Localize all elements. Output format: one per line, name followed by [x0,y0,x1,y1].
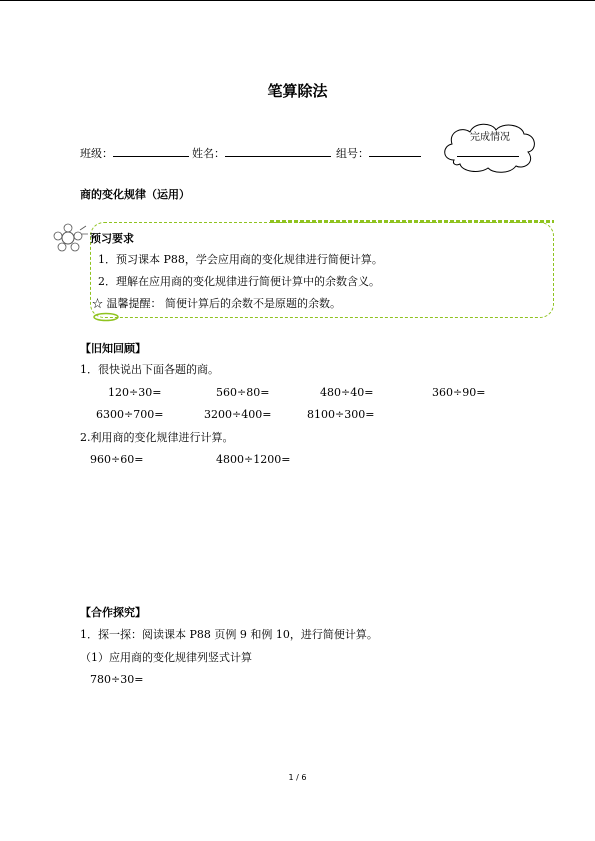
review-expression: 120÷30= [108,386,162,399]
leaf-icon [92,312,120,322]
review-expression: 960÷60= [90,453,144,466]
explore-heading: 【合作探究】 [80,606,146,619]
section-heading: 商的变化规律（运用） [80,188,190,201]
flower-icon [50,222,90,256]
group-field [336,144,421,161]
class-field [80,144,189,161]
completion-label: 完成情况 [470,132,510,143]
review-question-2: 2.利用商的变化规律进行计算。 [80,431,234,444]
explore-expression: 780÷30= [90,673,144,686]
explore-subquestion-1: （1）应用商的变化规律列竖式计算 [80,651,252,664]
preview-heading: 预习要求 [90,232,134,245]
class-blank[interactable] [113,144,189,157]
review-expression: 560÷80= [216,386,270,399]
review-expression: 480÷40= [320,386,374,399]
review-expression: 360÷90= [432,386,486,399]
top-border-line [0,0,595,1]
preview-item-2: 2．理解在应用商的变化规律进行简便计算中的余数含义。 [98,275,380,288]
page-title: 笔算除法 [267,82,328,100]
class-label: 班级： [80,147,113,160]
review-expression: 4800÷1200= [216,453,291,466]
preview-tip: ☆ 温馨提醒： 简便计算后的余数不是原题的余数。 [92,297,341,310]
review-expression: 3200÷400= [204,408,272,421]
review-expression: 6300÷700= [96,408,164,421]
group-label: 组号： [336,147,369,160]
review-heading: 【旧知回顾】 [80,342,146,355]
completion-blank[interactable] [457,156,519,157]
name-blank[interactable] [225,144,331,157]
review-question-1: 1．很快说出下面各题的商。 [80,363,219,376]
name-field [192,144,331,161]
explore-question-1: 1．探一探：阅读课本 P88 页例 9 和例 10，进行简便计算。 [80,628,378,641]
group-blank[interactable] [369,144,421,157]
name-label: 姓名： [192,147,225,160]
page-number: 1 / 6 [288,773,307,782]
review-expression: 8100÷300= [307,408,375,421]
preview-item-1: 1．预习课本 P88，学会应用商的变化规律进行简便计算。 [98,253,383,266]
preview-top-border [270,220,554,223]
